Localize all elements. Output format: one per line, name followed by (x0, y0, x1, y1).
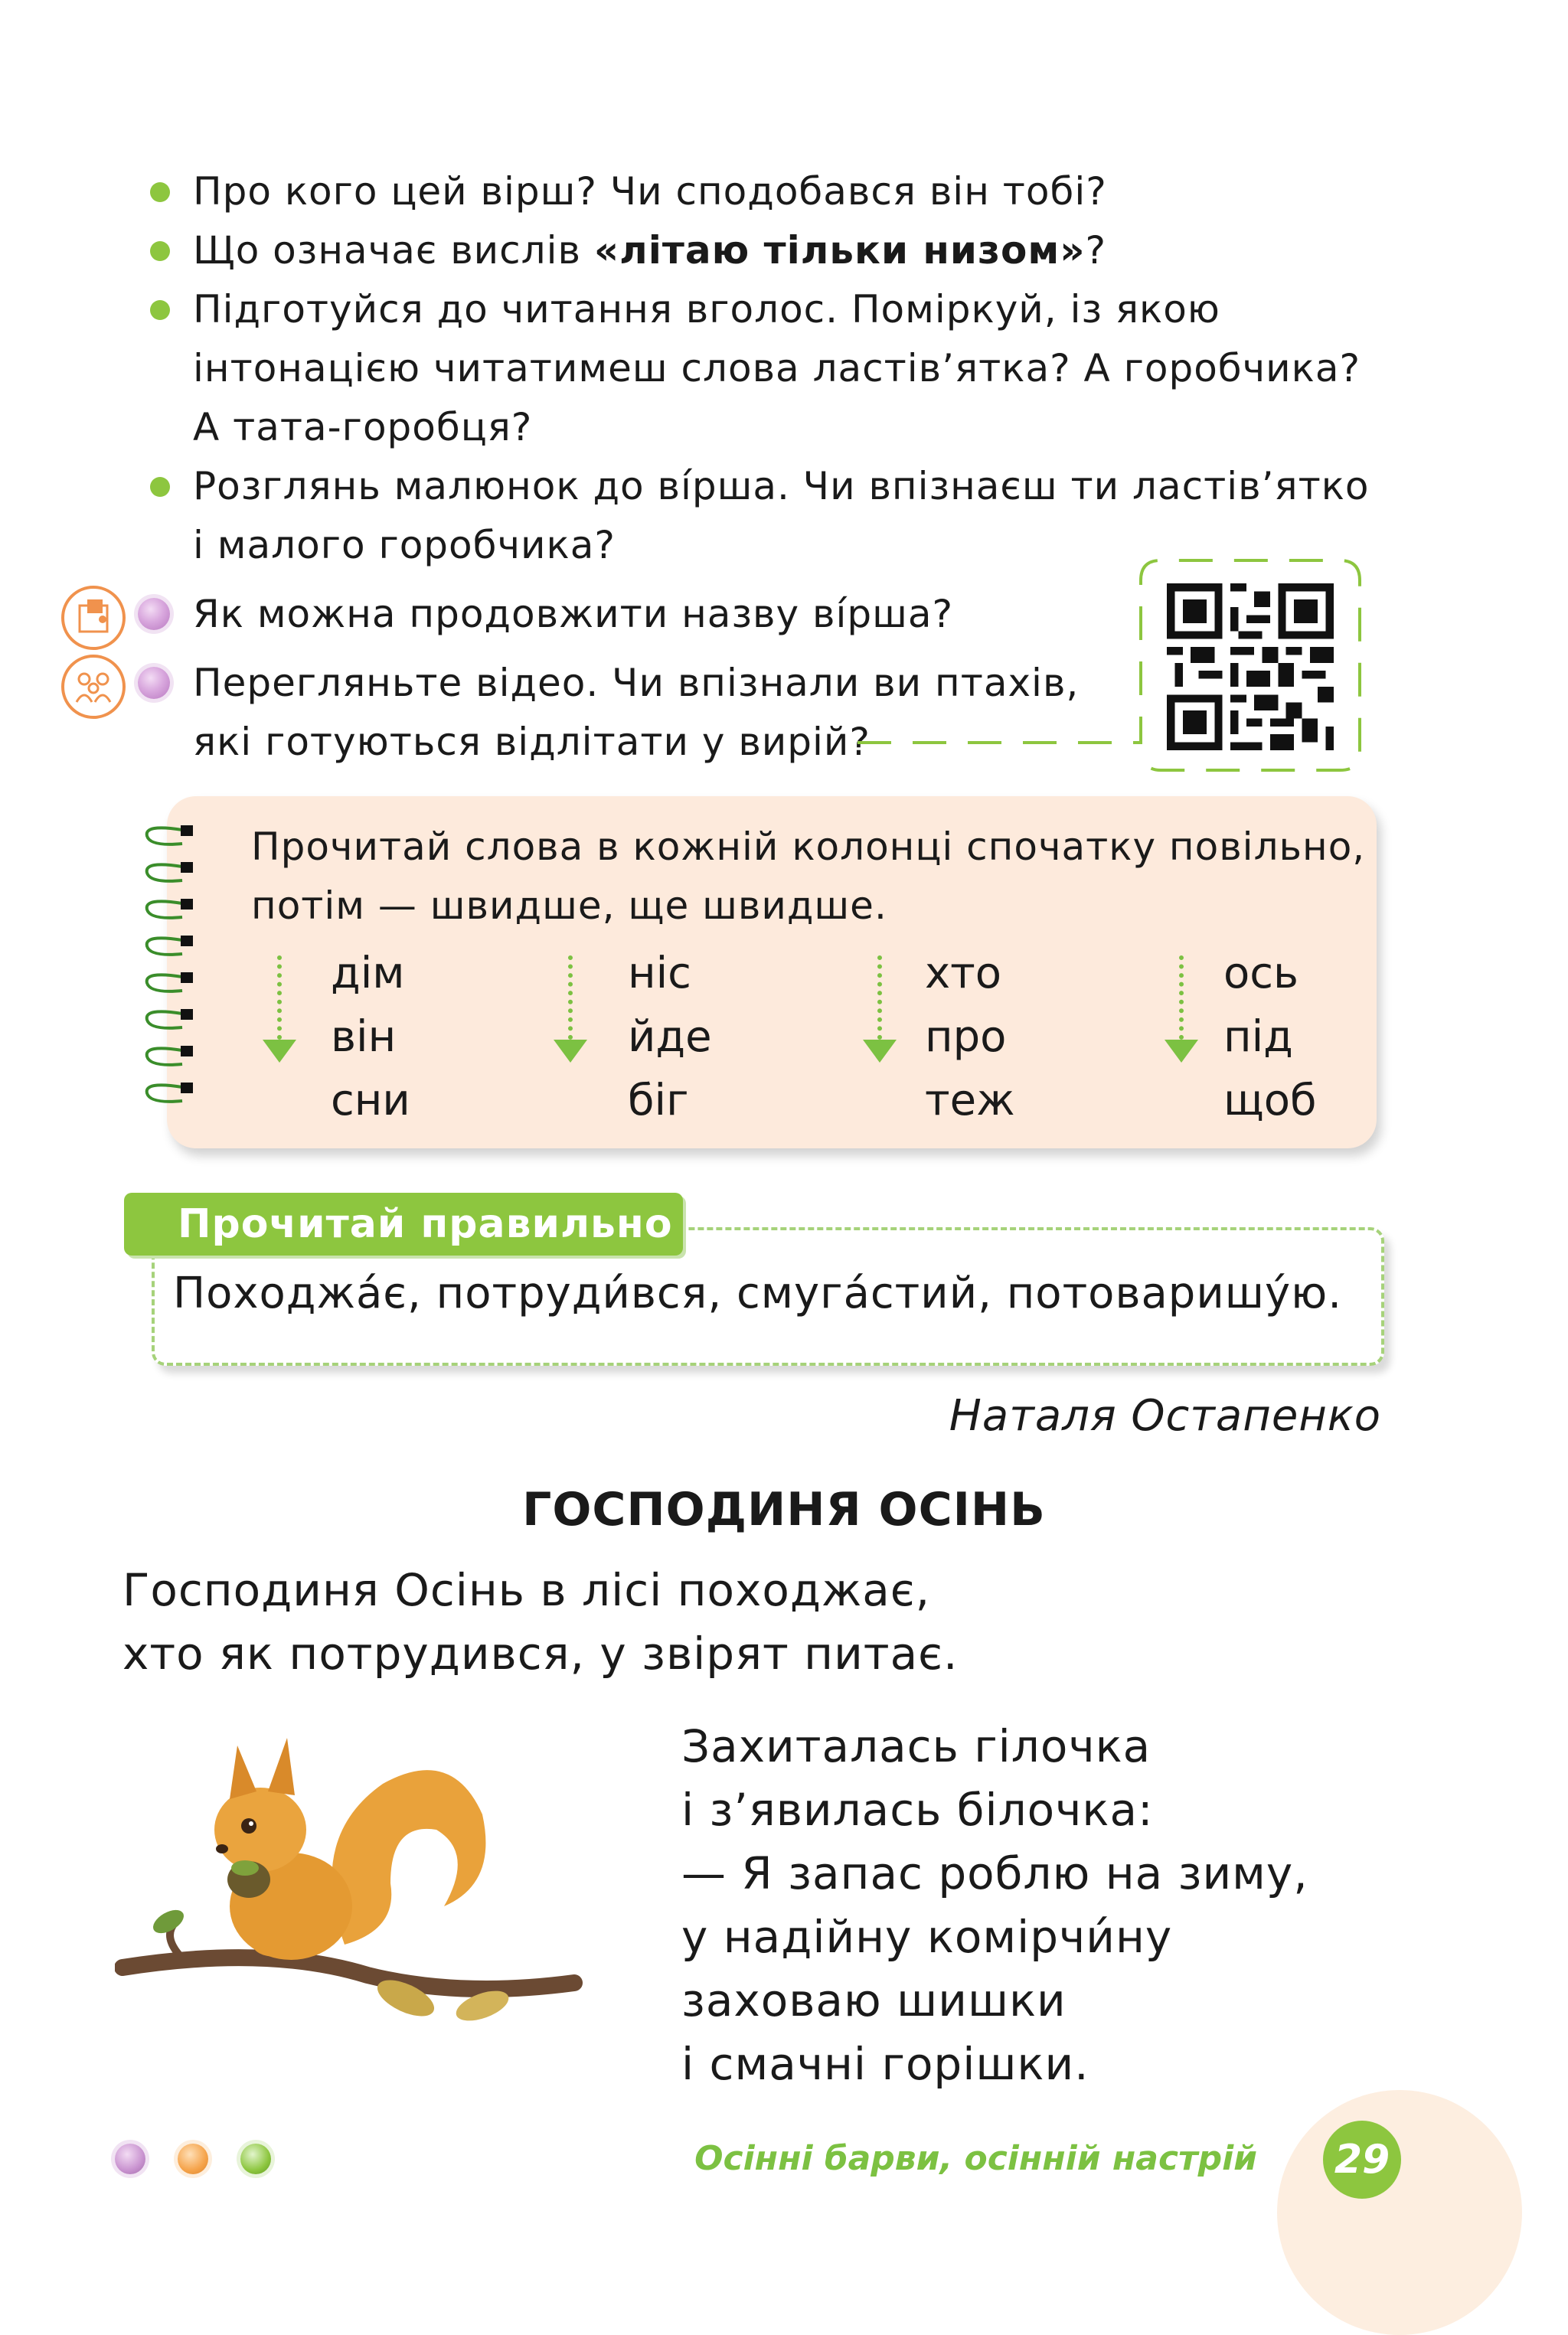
purple-dot-icon (115, 2144, 145, 2174)
word: хто (925, 949, 1002, 998)
poem-author: Наталя Остапенко (949, 1391, 1381, 1441)
word: теж (925, 1076, 1015, 1125)
word-column-2 (628, 942, 712, 1132)
squirrel-illustration (115, 1715, 590, 2036)
bullet-icon (150, 182, 170, 202)
poem-line: заховаю шишки (681, 1974, 1067, 2026)
word: дім (331, 949, 405, 998)
question-3-line-2: інтонацією читатимеш слова ластів’ятка? А горобчика? (193, 346, 1361, 390)
bullet-icon (150, 477, 170, 497)
read-correctly-tab: Прочитай правильно (124, 1193, 683, 1256)
section-title: Осінні барви, осінній настрій (694, 2139, 1257, 2178)
question-6-line-1: Перегляньте відео. Чи впізнали ви птахів, (193, 661, 1080, 705)
word: він (331, 1012, 397, 1062)
poem-line: хто як потрудився, у звірят питає. (122, 1628, 959, 1680)
reading-instruction-line-2: потім — швидше, ще швидше. (251, 883, 887, 928)
reading-direction-arrow (1174, 955, 1187, 1063)
bullet-icon (150, 241, 170, 261)
question-3-line-3: А тата-горобця? (193, 405, 533, 449)
word: ніс (628, 949, 691, 998)
qr-code-icon[interactable] (1167, 583, 1334, 750)
poem-line: і смачні горішки. (681, 2038, 1089, 2090)
question-5: Як можна продовжити назву ві́рша? (193, 592, 954, 636)
word: під (1223, 1012, 1293, 1062)
word: ось (1223, 949, 1299, 998)
question-6-line-2: які готуються відлітати у вирій? (193, 720, 871, 764)
word: йде (628, 1012, 712, 1062)
purple-bullet-icon (138, 667, 170, 699)
question-1: Про кого цей вірш? Чи сподобався він тобі? (193, 169, 1107, 214)
reading-direction-arrow (564, 955, 576, 1063)
poem-line: і з’явилась білочка: (681, 1784, 1154, 1836)
poem-line: у надійну комірчи́ну (681, 1911, 1173, 1963)
word: біг (628, 1076, 689, 1125)
question-2-bold: «літаю тільки низом» (593, 228, 1086, 273)
poem-stanza (681, 1715, 1308, 2096)
poem-intro (122, 1559, 958, 1686)
reading-instruction (251, 818, 1373, 936)
question-4-line-2: і малого горобчика? (193, 523, 616, 567)
question-3-line-1: Підготуйся до читання вголос. Поміркуй, із якою (193, 287, 1220, 331)
question-2-text: Що означає вислів (193, 228, 594, 273)
word: щоб (1223, 1076, 1317, 1125)
reading-instruction-line-1: Прочитай слова в кожній колонці спочатку повільно, (251, 825, 1366, 869)
word-column-3 (925, 942, 1015, 1132)
puzzle-activity-icon (61, 586, 126, 650)
read-correctly-text: Походжа́є, потруди́вся, смуга́стий, потоваришу́ю. (173, 1269, 1343, 1318)
question-2 (193, 221, 1380, 280)
purple-bullet-icon (138, 598, 170, 630)
word: сни (331, 1076, 410, 1125)
page-number: 29 (1323, 2121, 1401, 2199)
word-column-4 (1223, 942, 1317, 1132)
word-column-1 (331, 942, 410, 1132)
puzzle-icon (64, 589, 122, 647)
poem-title: ГОСПОДИНЯ ОСІНЬ (522, 1483, 1046, 1537)
page-corner-decoration (1277, 2090, 1522, 2335)
poem-line: Захиталась гілочка (681, 1720, 1152, 1772)
green-dot-icon (240, 2144, 271, 2174)
reading-direction-arrow (873, 955, 885, 1063)
poem-line: — Я запас роблю на зиму, (681, 1847, 1308, 1899)
reading-direction-arrow (273, 955, 285, 1063)
people-icon (64, 658, 122, 716)
orange-dot-icon (178, 2144, 208, 2174)
poem-line: Господиня Осінь в лісі походжає, (122, 1564, 931, 1616)
question-3 (193, 280, 1380, 457)
word: про (925, 1012, 1007, 1062)
bullet-icon (150, 300, 170, 320)
group-activity-icon (61, 655, 126, 719)
question-2-end: ? (1085, 228, 1107, 273)
question-4-line-1: Розглянь малюнок до ві́рша. Чи впізнаєш ти ластів’ятко (193, 464, 1370, 508)
notebook-spiral-icon (136, 813, 205, 1150)
